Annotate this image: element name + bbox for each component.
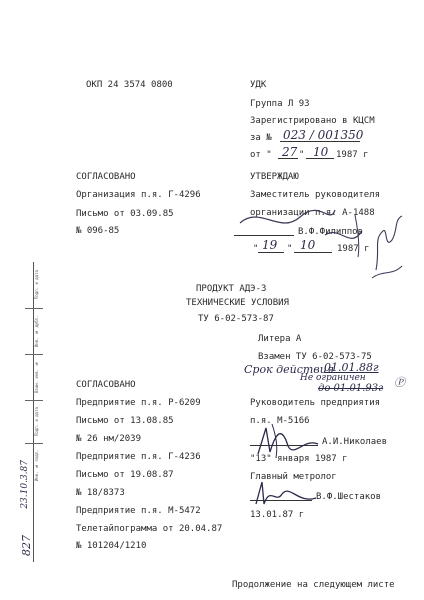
registered-label: Зарегистрировано в КЦСМ [250, 116, 375, 126]
registration-number: 023 / 001350 [283, 128, 364, 142]
approval-left-number: № 096-85 [76, 226, 120, 236]
product-name: ПРОДУКТ АДЭ-3 [196, 284, 267, 294]
underline [306, 158, 334, 159]
reg-year: 1987 г [336, 150, 369, 160]
margin-divider [25, 308, 43, 309]
approval-right-date-open: " [253, 244, 259, 254]
validity-note: Не ограничен [300, 373, 366, 383]
margin-cell-4: Подп. и дата [34, 407, 39, 437]
margin-divider [25, 443, 43, 444]
agreements-line: № 18/8373 [76, 488, 125, 498]
reg-day: 27 [282, 145, 298, 159]
approval-signature [230, 195, 370, 275]
margin-cell-1: Подп. и дата [34, 270, 39, 300]
group-label: Группа Л 93 [250, 99, 310, 109]
product-code: ТУ 6-02-573-87 [198, 314, 274, 324]
agreements-line: № 26 нм/2039 [76, 434, 142, 444]
approval-right-day: 19 [262, 238, 278, 252]
head-signature [252, 418, 332, 468]
agreements-line: Телетайпограмма от 20.04.87 [76, 524, 223, 534]
reg-prefix: за № [250, 133, 272, 143]
validity-mark: Ⓟ [394, 376, 405, 389]
approval-left-org: Организация п.я. Г-4296 [76, 190, 201, 200]
metrologist-date: 13.01.87 г [250, 510, 305, 520]
reg-quote: " [299, 150, 305, 160]
continued-note: Продолжение на следующем листе [232, 580, 395, 590]
approval-right-org: организации п.я. А-1488 [250, 208, 375, 218]
agreements-line: № 101204/1210 [76, 541, 147, 551]
okp-code: ОКП 24 3574 0800 [86, 80, 173, 90]
reg-month: 10 [313, 145, 329, 159]
udk-label: УДК [250, 80, 267, 90]
margin-cell-5: Инв. № подл. [34, 449, 39, 481]
approval-right-date-mid: " [287, 244, 293, 254]
registration-number-row [250, 133, 272, 143]
agreements-title: СОГЛАСОВАНО [76, 380, 136, 390]
margin-handwritten-date: 23.10.3.87 [20, 460, 30, 509]
approval-right-month: 10 [300, 238, 316, 252]
agreements-line: Предприятие п.я. Р-6209 [76, 398, 201, 408]
underline [278, 158, 298, 159]
handwritten-signature-margin [368, 210, 408, 280]
underline [280, 141, 360, 142]
approval-right-role: Заместитель руководителя [250, 190, 381, 200]
metrologist-signature [252, 478, 324, 514]
head-role: Руководитель предприятия [250, 398, 381, 408]
approval-left-title: СОГЛАСОВАНО [76, 172, 136, 182]
reg-date-prefix: от " [250, 150, 272, 160]
metrologist-role: Главный метролог [250, 472, 337, 482]
approval-right-title: УТВЕРЖДАЮ [250, 172, 299, 182]
product-litera: Литера А [258, 334, 302, 344]
validity-struck-date: до 01.01.93г [318, 383, 384, 394]
margin-handwritten-number: 827 [20, 535, 33, 556]
product-type: ТЕХНИЧЕСКИЕ УСЛОВИЯ [186, 298, 289, 308]
agreements-line: Письмо от 19.08.87 [76, 470, 174, 480]
validity-label: Срок действия [244, 363, 335, 376]
margin-divider [25, 400, 43, 401]
agreements-line: Предприятие п.я. Г-4236 [76, 452, 201, 462]
product-replaces: Взамен ТУ 6-02-573-75 [258, 352, 372, 362]
approval-left-letter: Письмо от 03.09.85 [76, 209, 174, 219]
head-org: п.я. М-5166 [250, 416, 310, 426]
head-date: "13" января 1987 г [250, 454, 348, 464]
margin-cell-3: Взам. инв. № [34, 361, 39, 393]
approval-right-year: 1987 г [337, 244, 370, 254]
margin-divider [25, 354, 43, 355]
metrologist-name: В.Ф.Шестаков [316, 492, 382, 502]
approval-right-name: В.Ф.Филиппов [298, 227, 364, 237]
agreements-line: Письмо от 13.08.85 [76, 416, 174, 426]
agreements-line: Предприятие п.я. М-5472 [76, 506, 201, 516]
head-name: А.И.Николаев [322, 437, 388, 447]
validity-date: 01.01.88г [324, 361, 379, 374]
margin-cell-2: Инв. № дубл. [34, 315, 39, 347]
